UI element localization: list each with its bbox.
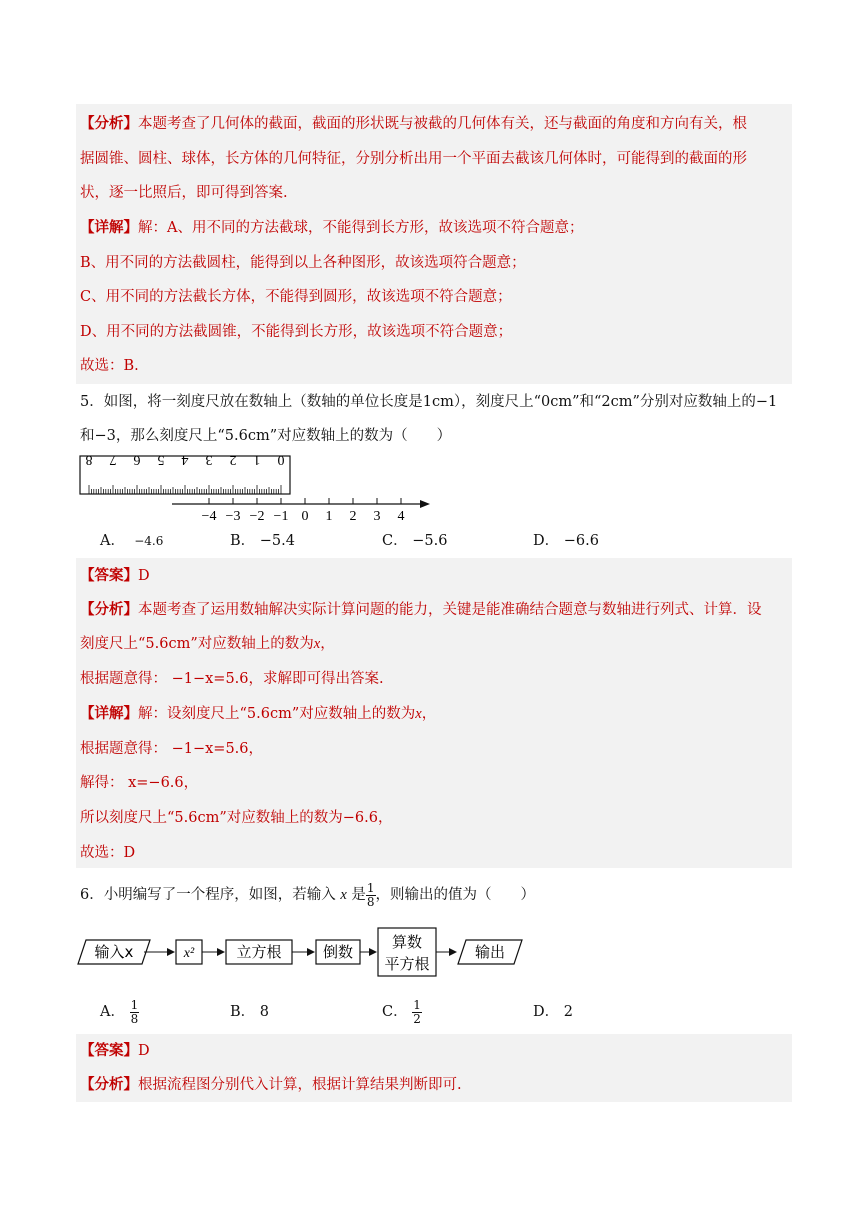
axis-arrow-icon bbox=[420, 500, 430, 508]
flowchart-svg bbox=[76, 924, 526, 980]
q5-stem-line-1: 5．如图，将一刻度尺放在数轴上（数轴的单位长度是1cm），刻度尺上“0cm”和“2cm”分别对应数轴上的−1 bbox=[80, 394, 778, 410]
ruler-label: 2 bbox=[229, 452, 237, 467]
axis-label: 2 bbox=[349, 509, 357, 524]
axis-label: 0 bbox=[301, 509, 309, 524]
q4-detail-line-2: B、用不同的方法截圆柱，能得到以上各种图形，故该选项符合题意； bbox=[80, 255, 526, 271]
q6-option-c[interactable]: C． $\frac{1}{2}$ bbox=[382, 997, 421, 1026]
fraction: $\frac{1}{8}$ bbox=[366, 880, 375, 909]
ruler-label: 8 bbox=[85, 452, 93, 467]
q6-analysis: 【分析】根据流程图分别代入计算，根据计算结果判断即可. bbox=[80, 1076, 462, 1093]
axis-label: 3 bbox=[373, 509, 381, 524]
ruler-label: 4 bbox=[181, 452, 189, 467]
q4-detail-line-3: C、用不同的方法截长方体，不能得到圆形，故该选项不符合题意； bbox=[80, 289, 512, 305]
axis-label: 1 bbox=[325, 509, 333, 524]
output-label: 输出 bbox=[474, 943, 506, 961]
q5-detail-line-3: 解得： x=−6.6， bbox=[80, 775, 199, 791]
square-label: x² bbox=[183, 946, 195, 961]
q5-choose: 故选：D bbox=[80, 845, 136, 861]
q5-analysis-line-3: 根据题意得： −1−x=5.6，求解即可得出答案. bbox=[80, 671, 384, 687]
ruler-label: 0 bbox=[277, 452, 285, 467]
q6-stem: 6．小明编写了一个程序，如图，若输入 x 是 $\frac{1}{8}$ ，则输出的值为（ ） bbox=[80, 880, 536, 909]
reciprocal-label: 倒数 bbox=[322, 943, 354, 961]
q5-answer: 【答案】D bbox=[80, 567, 150, 584]
ruler-label: 7 bbox=[109, 452, 117, 467]
q5-analysis-line-2: 刻度尺上“5.6cm”对应数轴上的数为x， bbox=[80, 636, 335, 652]
fraction: $\frac{1}{8}$ bbox=[130, 997, 139, 1026]
input-label: 输入x bbox=[94, 943, 134, 961]
ruler-label: 3 bbox=[205, 452, 213, 467]
q6-flowchart bbox=[76, 924, 526, 980]
equation: −1−x=5.6 bbox=[171, 741, 249, 757]
sqrt-label-line-2: 平方根 bbox=[384, 955, 430, 973]
q5-detail-line-4: 所以刻度尺上“5.6cm”对应数轴上的数为−6.6， bbox=[80, 810, 393, 826]
detail-tag: 【详解】 bbox=[80, 219, 138, 236]
axis-ticks bbox=[209, 498, 401, 504]
axis-label: −3 bbox=[225, 509, 241, 524]
q4-analysis-line-2: 据圆锥、圆柱、球体，长方体的几何特征，分别分析出用一个平面去截该几何体时，可能得到的截面的形 bbox=[80, 151, 747, 167]
q5-option-a[interactable]: A． −4.6 bbox=[100, 533, 164, 549]
q4-analysis-line-1: 【分析】本题考查了几何体的截面，截面的形状既与被截的几何体有关，还与截面的角度和方向有关，根 bbox=[80, 115, 747, 132]
sqrt-label-line-1: 算数 bbox=[391, 933, 423, 951]
q5-option-d[interactable]: D． −6.6 bbox=[533, 533, 599, 549]
q4-solution-block bbox=[76, 104, 792, 384]
analysis-tag: 【分析】 bbox=[80, 115, 138, 132]
axis-labels bbox=[202, 509, 405, 524]
axis-label: −2 bbox=[249, 509, 265, 524]
axis-label: −4 bbox=[201, 509, 217, 524]
q5-stem-line-2: 和−3，那么刻度尺上“5.6cm”对应数轴上的数为（ ） bbox=[80, 428, 452, 444]
cube-root-label: 立方根 bbox=[236, 943, 282, 961]
q5-ruler-figure bbox=[76, 452, 436, 532]
q4-analysis-line-3: 状，逐一比照后，即可得到答案. bbox=[80, 185, 288, 201]
equation: x=−6.6 bbox=[128, 775, 184, 791]
equation: −1−x=5.6 bbox=[171, 671, 249, 687]
fraction: $\frac{1}{2}$ bbox=[413, 997, 421, 1026]
q6-option-d[interactable]: D． 2 bbox=[533, 1004, 573, 1020]
q6-option-a[interactable]: A． $\frac{1}{8}$ bbox=[100, 997, 139, 1026]
q5-analysis-line-1: 【分析】本题考查了运用数轴解决实际计算问题的能力，关键是能准确结合题意与数轴进行列式、计算．设 bbox=[80, 601, 762, 618]
axis-label: −1 bbox=[273, 509, 289, 524]
ruler-label: 6 bbox=[133, 452, 141, 467]
q5-detail-line-2: 根据题意得： −1−x=5.6， bbox=[80, 741, 264, 757]
ruler-label: 5 bbox=[157, 452, 165, 467]
ruler-labels bbox=[86, 452, 285, 467]
q5-option-c[interactable]: C． −5.6 bbox=[382, 533, 448, 549]
q4-detail-line-1: 【详解】解：A、用不同的方法截球，不能得到长方形，故该选项不符合题意； bbox=[80, 219, 584, 236]
ruler-numberline-svg bbox=[76, 452, 436, 532]
axis-label: 4 bbox=[397, 509, 405, 524]
q5-option-b[interactable]: B． −5.4 bbox=[230, 533, 295, 549]
q5-detail-line-1: 【详解】解：设刻度尺上“5.6cm”对应数轴上的数为x， bbox=[80, 705, 437, 722]
ruler-label: 1 bbox=[253, 452, 261, 467]
q6-answer: 【答案】D bbox=[80, 1042, 150, 1059]
q4-choose: 故选：B. bbox=[80, 358, 139, 374]
q6-option-b[interactable]: B． 8 bbox=[230, 1004, 269, 1020]
q4-detail-line-4: D、用不同的方法截圆锥，不能得到长方形，故该选项不符合题意； bbox=[80, 324, 513, 340]
